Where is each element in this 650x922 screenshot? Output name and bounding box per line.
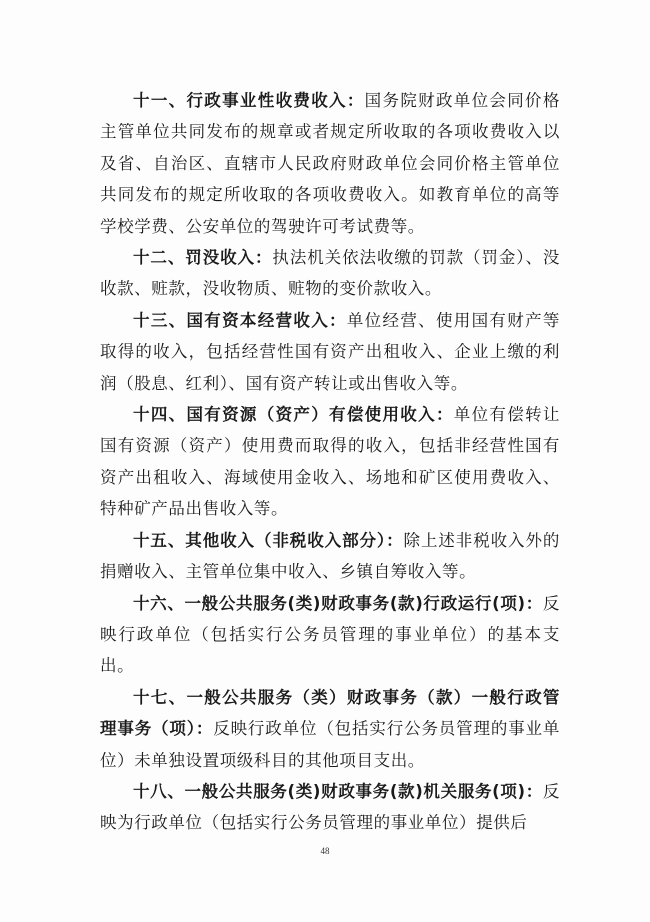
paragraph-heading: 十八、一般公共服务(类)财政事务(款)机关服务(项)：	[133, 781, 543, 801]
paragraph-16	[100, 588, 560, 682]
paragraph-heading: 十六、一般公共服务(类)财政事务(款)行政运行(项)：	[133, 593, 543, 613]
paragraph-text: 反映行政单位（包括实行公务员管理的事业单位）的基本支出。	[100, 593, 560, 676]
paragraph-text: 执法机关依法收缴的罚款（罚金）、没收款、赃款，没收物质、赃物的变价款收入。	[100, 248, 560, 299]
paragraph-15	[100, 525, 560, 588]
paragraph-17	[100, 682, 560, 776]
paragraph-heading: 十五、其他收入（非税收入部分）：	[133, 530, 404, 550]
paragraph-11	[100, 85, 560, 242]
paragraph-heading: 十四、国有资源（资产）有偿使用收入：	[133, 405, 454, 425]
page-number: 48	[320, 846, 330, 856]
paragraph-heading: 十一、行政事业性收费收入：	[133, 91, 365, 110]
paragraph-text: 单位经营、使用国有财产等取得的收入，包括经营性国有资产出租收入、企业上缴的利润（股息、红利）、国有资产转让或出售收入等。	[100, 310, 560, 393]
paragraph-12	[100, 242, 560, 305]
paragraph-heading: 十七、一般公共服务（类）财政事务（款）一般行政管理事务（项）：	[100, 687, 560, 739]
paragraph-14	[100, 399, 560, 525]
paragraph-text: 单位有偿转让国有资源（资产）使用费而取得的收入，包括非经营性国有资产出租收入、海域使用金收入、场地和矿区使用费收入、特种矿产品出售收入等。	[100, 405, 560, 519]
paragraph-text: 反映行政单位（包括实行公务员管理的事业单位）未单独设置项级科目的其他项目支出。	[100, 719, 561, 770]
paragraph-heading: 十二、罚没收入：	[133, 248, 273, 268]
paragraph-text: 除上述非税收入外的捐赠收入、主管单位集中收入、乡镇自筹收入等。	[100, 530, 560, 582]
paragraph-text: 反映为行政单位（包括实行公务员管理的事业单位）提供后	[100, 781, 560, 833]
paragraph-text: 国务院财政单位会同价格主管单位共同发布的规章或者规定所收取的各项收费收入以及省、自治区、直辖市人民政府财政单位会同价格主管单位共同发布的规定所收取的各项收费收入。如教育单位的高等学校学费、公安单位的驾驶许可考试费等。	[100, 91, 560, 236]
paragraph-13	[100, 305, 560, 399]
document-body	[100, 85, 560, 839]
paragraph-18	[100, 776, 560, 839]
paragraph-heading: 十三、国有资本经营收入：	[133, 310, 347, 330]
